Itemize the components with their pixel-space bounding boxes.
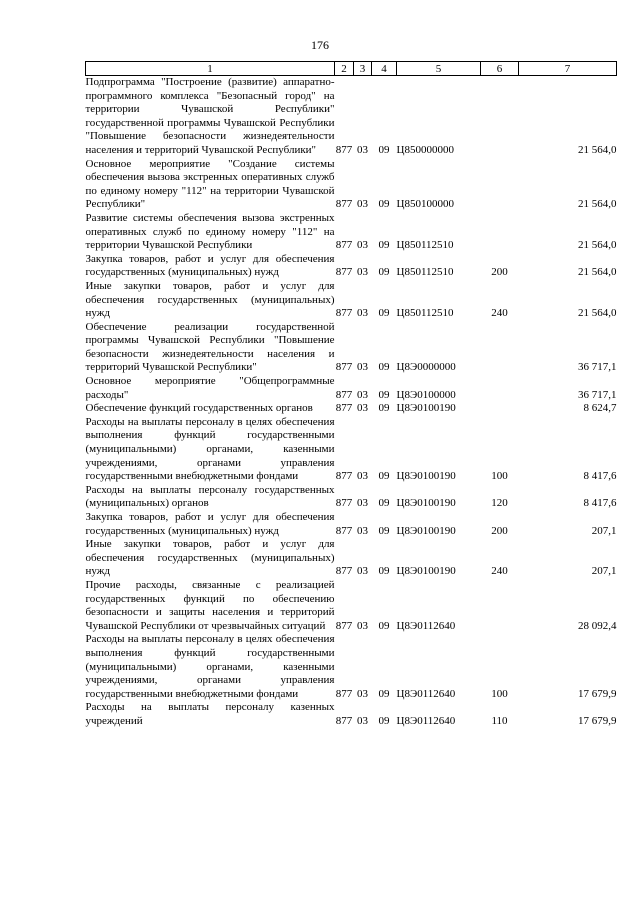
cell-sum: 8 624,7 bbox=[583, 402, 617, 415]
row-name: Иные закупки товаров, работ и услуг для обеспечения государственных (муниципальных) нужд bbox=[85, 279, 335, 320]
cell-pr: 09 bbox=[378, 497, 390, 510]
cell-pr: 09 bbox=[378, 687, 390, 700]
cell-csr: Ц8Э0112640 bbox=[396, 714, 456, 727]
cell-sum: 17 679,9 bbox=[578, 714, 617, 727]
cell-sum: 28 092,4 bbox=[578, 619, 617, 632]
cell-vr: 100 bbox=[491, 470, 508, 483]
cell-vr bbox=[481, 375, 519, 402]
cell-vr: 240 bbox=[491, 307, 508, 320]
cell-pr: 09 bbox=[378, 239, 390, 252]
cell-pr: 09 bbox=[378, 307, 390, 320]
column-header: 7 bbox=[519, 62, 617, 76]
cell-gr: 877 bbox=[335, 307, 353, 320]
column-header: 2 bbox=[335, 62, 354, 76]
column-header: 4 bbox=[372, 62, 397, 76]
cell-pr: 09 bbox=[378, 266, 390, 279]
table-row bbox=[86, 212, 617, 253]
table-row bbox=[86, 321, 617, 375]
cell-vr bbox=[481, 579, 519, 633]
column-header: 5 bbox=[397, 62, 481, 76]
cell-pr: 09 bbox=[378, 143, 390, 156]
cell-vr bbox=[481, 321, 519, 375]
cell-csr: Ц8Э0000000 bbox=[396, 361, 456, 374]
cell-pr: 09 bbox=[378, 619, 390, 632]
cell-rz: 03 bbox=[357, 402, 368, 415]
row-name: Обеспечение реализации государственной программы Чувашской Республики "Повышение безопасности жизнедеятельности населения и территорий Чувашской Республики" bbox=[85, 320, 335, 374]
cell-vr: 200 bbox=[491, 266, 508, 279]
cell-gr: 877 bbox=[335, 361, 353, 374]
cell-pr: 09 bbox=[378, 388, 390, 401]
cell-sum: 207,1 bbox=[591, 565, 617, 578]
table-row bbox=[86, 375, 617, 402]
cell-gr: 877 bbox=[335, 402, 353, 415]
column-header: 1 bbox=[86, 62, 335, 76]
cell-pr: 09 bbox=[378, 714, 390, 727]
cell-vr bbox=[481, 158, 519, 212]
cell-csr: Ц8Э0112640 bbox=[396, 619, 456, 632]
column-header: 3 bbox=[354, 62, 372, 76]
cell-sum: 36 717,1 bbox=[578, 361, 617, 374]
cell-sum: 21 564,0 bbox=[578, 198, 617, 211]
cell-rz: 03 bbox=[357, 470, 368, 483]
cell-csr: Ц8Э0100190 bbox=[396, 470, 456, 483]
cell-pr: 09 bbox=[378, 524, 390, 537]
cell-csr: Ц850112510 bbox=[396, 239, 454, 252]
cell-csr: Ц850000000 bbox=[396, 143, 454, 156]
cell-gr: 877 bbox=[335, 239, 353, 252]
cell-gr: 877 bbox=[335, 143, 353, 156]
row-name: Обеспечение функций государственных органов bbox=[85, 402, 313, 415]
cell-csr: Ц8Э0100190 bbox=[396, 565, 456, 578]
table-row bbox=[86, 511, 617, 538]
row-name: Основное мероприятие "Создание системы обеспечения вызова экстренных оперативных служб по единому номеру "112" на территории Чувашской Республики" bbox=[85, 157, 335, 211]
cell-csr: Ц850112510 bbox=[396, 266, 454, 279]
cell-csr: Ц850100000 bbox=[396, 198, 454, 211]
table-row bbox=[86, 701, 617, 728]
table-row bbox=[86, 76, 617, 158]
table-row bbox=[86, 538, 617, 579]
cell-rz: 03 bbox=[357, 307, 368, 320]
cell-rz: 03 bbox=[357, 266, 368, 279]
cell-csr: Ц8Э0100190 bbox=[396, 524, 456, 537]
cell-sum: 8 417,6 bbox=[583, 497, 617, 510]
cell-sum: 36 717,1 bbox=[578, 388, 617, 401]
cell-vr: 120 bbox=[491, 497, 508, 510]
cell-sum: 207,1 bbox=[591, 524, 617, 537]
cell-vr bbox=[481, 76, 519, 158]
table-row bbox=[86, 416, 617, 484]
cell-gr: 877 bbox=[335, 266, 353, 279]
cell-rz: 03 bbox=[357, 524, 368, 537]
cell-vr bbox=[481, 212, 519, 253]
cell-gr: 877 bbox=[335, 497, 353, 510]
table-row bbox=[86, 280, 617, 321]
cell-gr: 877 bbox=[335, 687, 353, 700]
cell-rz: 03 bbox=[357, 714, 368, 727]
cell-sum: 21 564,0 bbox=[578, 143, 617, 156]
page-number: 176 bbox=[311, 38, 329, 52]
cell-rz: 03 bbox=[357, 565, 368, 578]
cell-rz: 03 bbox=[357, 361, 368, 374]
cell-pr: 09 bbox=[378, 565, 390, 578]
cell-csr: Ц8Э0100190 bbox=[396, 497, 456, 510]
table-row bbox=[86, 633, 617, 701]
cell-sum: 21 564,0 bbox=[578, 307, 617, 320]
cell-gr: 877 bbox=[335, 198, 353, 211]
cell-rz: 03 bbox=[357, 388, 368, 401]
cell-pr: 09 bbox=[378, 470, 390, 483]
cell-vr: 200 bbox=[491, 524, 508, 537]
cell-pr: 09 bbox=[378, 198, 390, 211]
cell-rz: 03 bbox=[357, 497, 368, 510]
budget-table bbox=[85, 61, 617, 729]
cell-gr: 877 bbox=[335, 714, 353, 727]
cell-csr: Ц8Э0112640 bbox=[396, 687, 456, 700]
cell-gr: 877 bbox=[335, 388, 353, 401]
cell-gr: 877 bbox=[335, 619, 353, 632]
table-row bbox=[86, 579, 617, 633]
cell-csr: Ц8Э0100000 bbox=[396, 388, 456, 401]
cell-vr: 100 bbox=[491, 687, 508, 700]
cell-vr bbox=[481, 402, 519, 416]
cell-vr: 110 bbox=[491, 714, 508, 727]
cell-csr: Ц8Э0100190 bbox=[396, 402, 456, 415]
column-header: 6 bbox=[481, 62, 519, 76]
cell-rz: 03 bbox=[357, 619, 368, 632]
cell-rz: 03 bbox=[357, 143, 368, 156]
cell-gr: 877 bbox=[335, 524, 353, 537]
cell-sum: 8 417,6 bbox=[583, 470, 617, 483]
cell-pr: 09 bbox=[378, 402, 390, 415]
row-name: Расходы на выплаты персоналу государственных (муниципальных) органов bbox=[85, 483, 335, 510]
row-name: Иные закупки товаров, работ и услуг для обеспечения государственных (муниципальных) нужд bbox=[85, 538, 335, 578]
table-row bbox=[86, 253, 617, 280]
cell-sum: 21 564,0 bbox=[578, 239, 617, 252]
row-name: Расходы на выплаты персоналу в целях обеспечения выполнения функций государственными (муниципальными) органами, казенными учреждениями, органами управления государственными внебюджетными фондами bbox=[85, 633, 335, 700]
cell-rz: 03 bbox=[357, 198, 368, 211]
cell-sum: 17 679,9 bbox=[578, 687, 617, 700]
row-name: Подпрограмма "Построение (развитие) аппаратно-программного комплекса "Безопасный город" на территории Чувашской Республики" государственной программы Чувашской Республики "Повышение безопасности жизнедеятельности населения и территорий Чувашской Республики" bbox=[85, 76, 335, 156]
cell-gr: 877 bbox=[335, 565, 353, 578]
cell-sum: 21 564,0 bbox=[578, 266, 617, 279]
row-name: Развитие системы обеспечения вызова экстренных оперативных служб по единому номеру "112" на территории Чувашской Республики bbox=[85, 211, 335, 252]
cell-rz: 03 bbox=[357, 239, 368, 252]
cell-vr: 240 bbox=[491, 565, 508, 578]
table-row bbox=[86, 402, 617, 416]
cell-csr: Ц850112510 bbox=[396, 307, 454, 320]
table-header-row bbox=[86, 62, 617, 76]
cell-rz: 03 bbox=[357, 687, 368, 700]
row-name: Расходы на выплаты персоналу в целях обеспечения выполнения функций государственными (муниципальными) органами, казенными учреждениями, органами управления государственными внебюджетными фондами bbox=[85, 415, 335, 483]
row-name: Закупка товаров, работ и услуг для обеспечения государственных (муниципальных) нужд bbox=[85, 252, 335, 279]
row-name: Расходы на выплаты персоналу казенных учреждений bbox=[85, 701, 335, 727]
cell-gr: 877 bbox=[335, 470, 353, 483]
cell-pr: 09 bbox=[378, 361, 390, 374]
row-name: Основное мероприятие "Общепрограммные расходы" bbox=[85, 375, 335, 401]
table-row bbox=[86, 158, 617, 212]
table-row bbox=[86, 484, 617, 511]
row-name: Закупка товаров, работ и услуг для обеспечения государственных (муниципальных) нужд bbox=[85, 511, 335, 537]
row-name: Прочие расходы, связанные с реализацией государственных функций по обеспечению безопасности и защиты населения и территорий Чувашской Республики от чрезвычайных ситуаций bbox=[85, 578, 335, 632]
